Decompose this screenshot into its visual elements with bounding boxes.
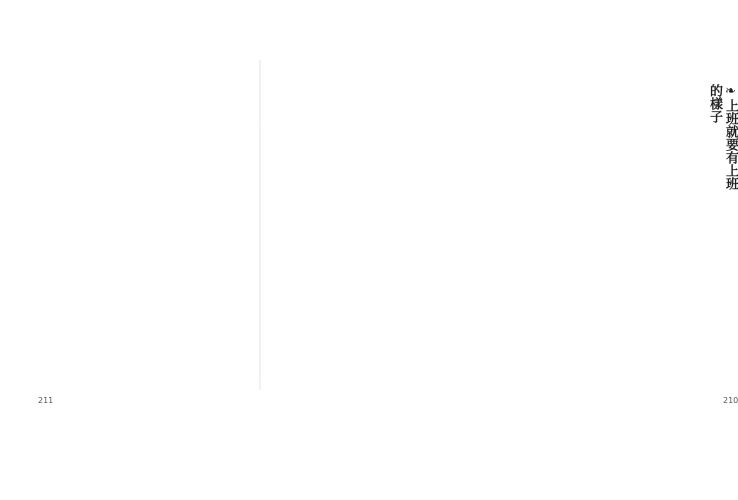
text-column xyxy=(118,86,127,386)
text-column xyxy=(364,86,373,386)
text-column xyxy=(293,86,302,386)
text-column xyxy=(302,86,311,386)
text-column xyxy=(373,86,382,386)
text-column xyxy=(126,86,135,386)
text-column xyxy=(102,86,111,386)
text-column xyxy=(284,86,293,386)
text-column xyxy=(426,86,435,386)
text-column xyxy=(391,86,400,386)
page-number: 211 xyxy=(38,396,54,405)
section-heading xyxy=(707,84,738,202)
text-column xyxy=(174,86,183,386)
text-column xyxy=(275,86,284,386)
text-column xyxy=(54,86,63,386)
text-column xyxy=(158,86,167,386)
text-column xyxy=(150,86,159,386)
text-column xyxy=(417,86,426,386)
text-column xyxy=(346,86,355,386)
text-column xyxy=(190,86,199,386)
heading-ornament-icon: ❧ xyxy=(723,84,738,99)
text-column xyxy=(70,86,79,386)
text-column xyxy=(134,86,143,386)
text-column xyxy=(382,86,391,386)
text-column xyxy=(214,86,223,386)
text-column xyxy=(182,86,191,386)
right-page xyxy=(260,0,738,500)
text-column xyxy=(444,86,453,386)
text-column xyxy=(400,86,409,386)
text-column xyxy=(62,86,71,386)
text-column xyxy=(142,86,151,386)
text-column xyxy=(78,86,87,386)
text-column xyxy=(328,86,337,386)
section-heading-text: 上班就要有上班的樣子 xyxy=(707,84,738,190)
text-column xyxy=(198,86,207,386)
left-page xyxy=(0,0,260,500)
text-column xyxy=(435,86,444,386)
text-column xyxy=(206,86,215,386)
text-column xyxy=(110,86,119,386)
text-column xyxy=(319,86,328,386)
text-column xyxy=(166,86,175,386)
text-column xyxy=(408,86,417,386)
text-column xyxy=(94,86,103,386)
text-column xyxy=(355,86,364,386)
text-column xyxy=(46,86,55,386)
text-column xyxy=(222,86,231,386)
page-number: 210 xyxy=(723,396,738,405)
text-column xyxy=(311,86,320,386)
text-column xyxy=(86,86,95,386)
text-column xyxy=(337,86,346,386)
text-column xyxy=(266,86,275,386)
